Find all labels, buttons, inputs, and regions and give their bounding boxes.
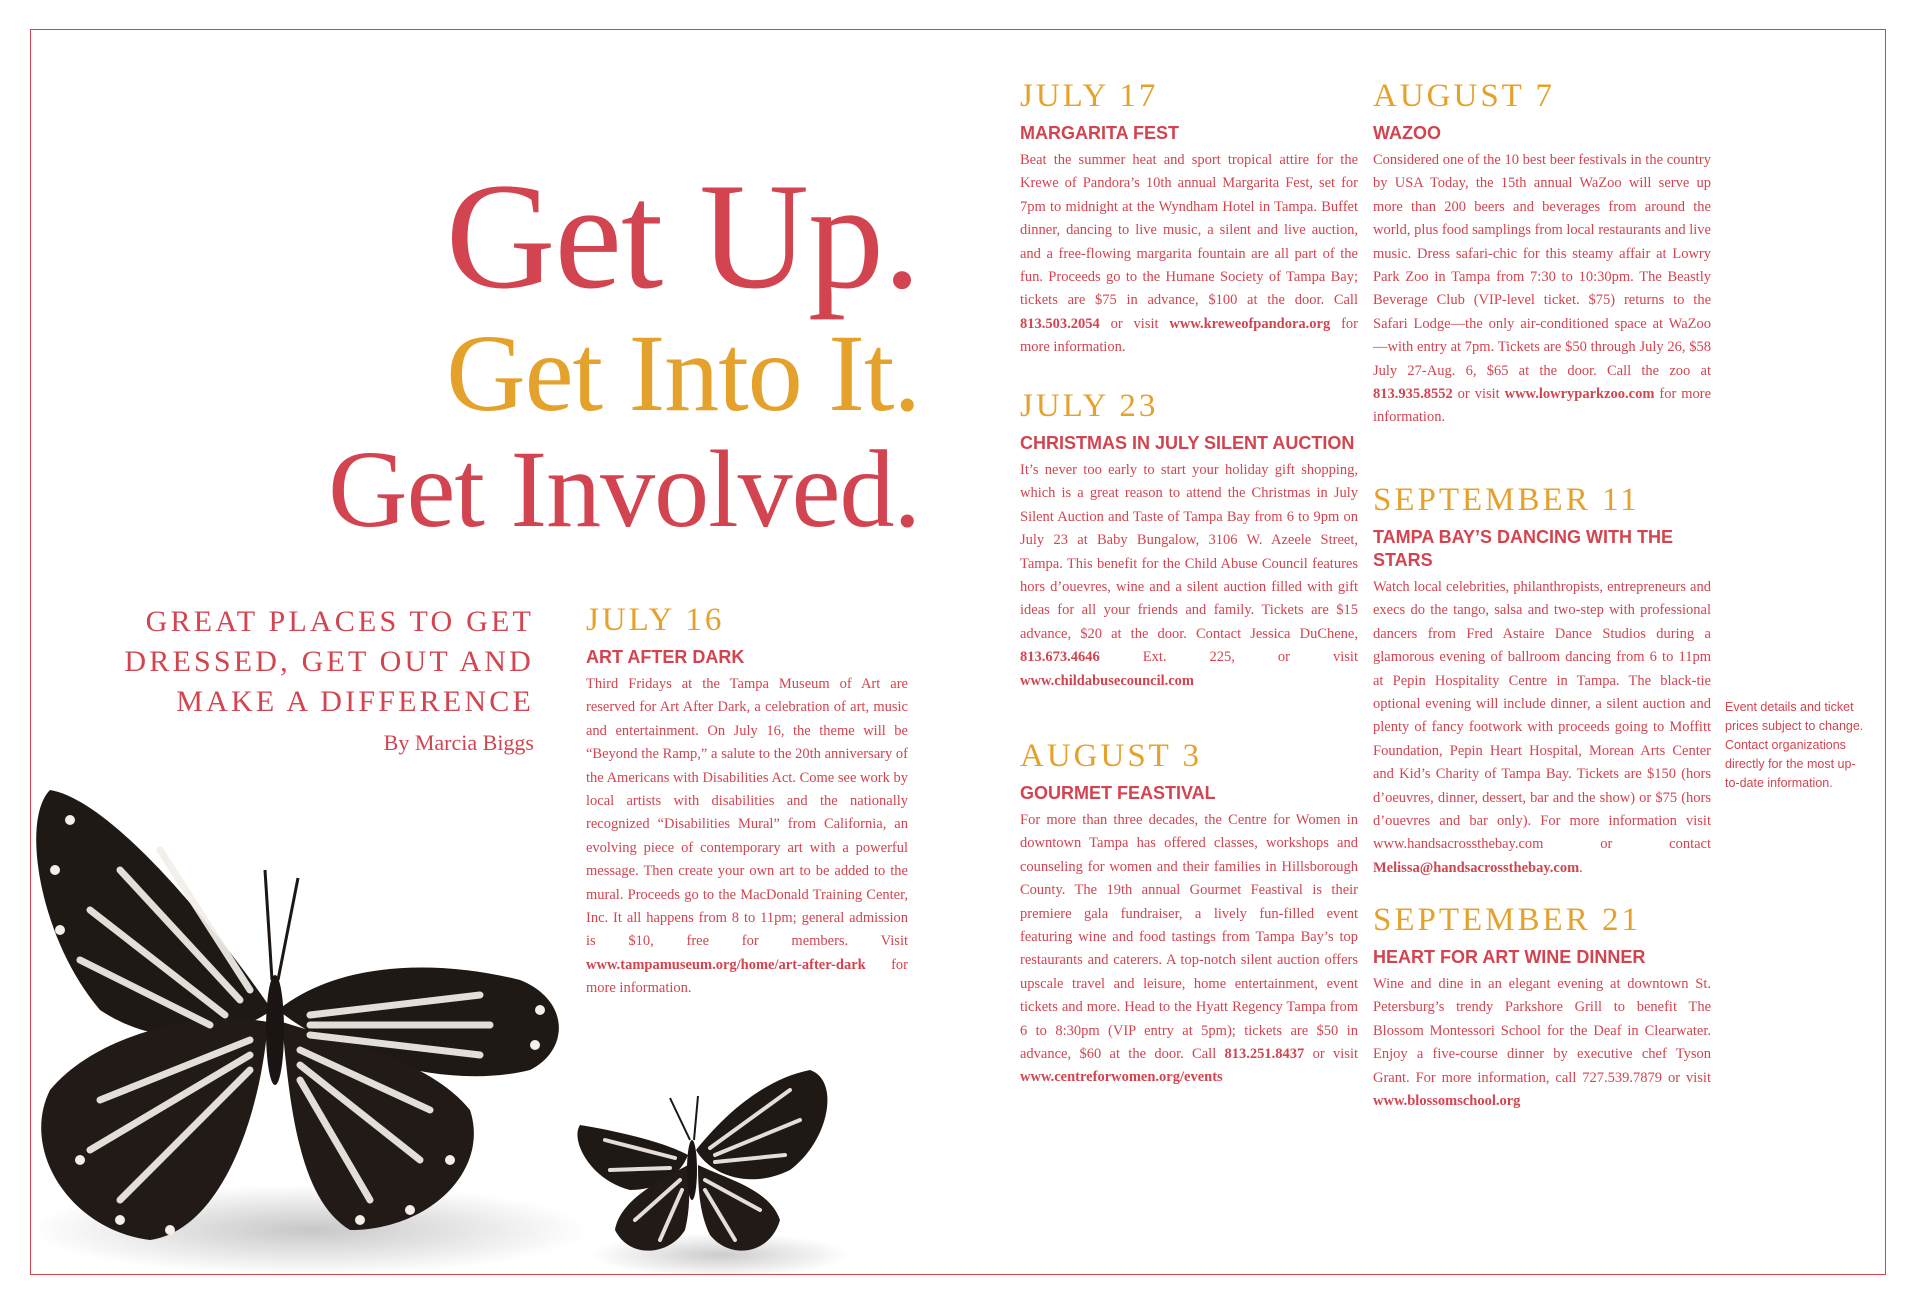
event-body	[1373, 149, 1711, 430]
headline-get-involved: Get Involved.	[328, 428, 920, 550]
event-text: It’s never too early to start your holiday gift shopping, which is a great reason to attend the Christmas in July Silent Auction and Taste of Tampa Bay from 6 to 9pm on July 23 at Baby Bungalow, 3106 W. Azeele Street, Tampa. This benefit for the Child Abuse Council features hors d’ouevres, wine and a silent auction filled with gift ideas for all your friends and family. Tickets are $15 advance, $20 at the door. Contact Jessica DuChene,	[1020, 462, 1358, 642]
event-body	[1373, 973, 1711, 1113]
event-contact-text: www.lowryparkzoo.com	[1504, 386, 1655, 403]
event-title: MARGARITA FEST	[1020, 123, 1179, 143]
event-date: JULY 23	[1020, 388, 1159, 424]
event-text: or visit	[1452, 386, 1505, 403]
event-july-16	[586, 600, 908, 1001]
event-date: SEPTEMBER 11	[1373, 482, 1640, 518]
byline: By Marcia Biggs	[383, 730, 534, 755]
event-august-3	[1020, 736, 1358, 1090]
event-date: JULY 17	[1020, 78, 1159, 114]
event-text: Watch local celebrities, philanthropists, entrepreneurs and execs do the tango, salsa and two-step with professional dancers from Fred Astaire Dance Studios during a glamorous evening of ballroom dancing from 6 to 11pm at Pepin Hospitality Centre in Tampa. The black-tie optional evening will include dinner, a silent auction and plenty of fancy footwork with proceeds going to Moffitt Foundation, Pepin Heart Hospital, Morean Arts Center and Kid’s Charity of Tampa Bay. Tickets are $150 (hors d’oeuvres, dinner, dessert, bar and the show) or $75 (hors d’ouevres and bar only). For more information visit www.handsacrossthebay.com or contact	[1373, 579, 1711, 853]
body	[266, 975, 284, 1085]
event-text: For more than three decades, the Centre for Women in downtown Tampa has offered classes, workshops and counseling for women and their families in Hillsborough County. The 19th annual Gourmet Feastival is their premiere gala fundraiser, a lively fun-filled event featuring wine and food tastings from Tampa Bay’s top restaurants and caterers. A top-notch silent auction offers upscale travel and leisure, home entertainment, event tickets and more. Head to the Hyatt Regency Tampa from 6 to 8:30pm (VIP entry at 5pm); tickets are $50 in advance, $60 at the door. Call	[1020, 812, 1358, 1063]
event-text: .	[1579, 859, 1583, 876]
event-title: CHRISTMAS IN JULY SILENT AUCTION	[1020, 433, 1355, 453]
disclaimer-note: Event details and ticket prices subject to change. Contact organizations directly for the most up-to-date information.	[1725, 700, 1864, 790]
event-september-21	[1373, 900, 1711, 1113]
event-july-23	[1020, 386, 1358, 693]
event-body	[586, 673, 908, 1001]
body	[687, 1140, 697, 1200]
event-text: for more information.	[1020, 315, 1358, 356]
subhead-line: GREAT PLACES TO GET	[145, 605, 534, 638]
event-august-7	[1373, 76, 1711, 430]
event-text: or visit	[1304, 1046, 1358, 1063]
event-contact-text: 813.935.8552	[1373, 386, 1453, 403]
butterfly-small-image	[570, 1040, 850, 1280]
event-text: Third Fridays at the Tampa Museum of Art are reserved for Art After Dark, a celebration of art, music and entertainment. On July 16, the theme will be “Beyond the Ramp,” a salute to the 20th anniversary of the Americans with Disabilities Act. Come see work by local artists with disabilities and the nationally recognized “Disabilities Mural” from California, an evolving piece of contemporary art with a powerful message. Then create your own art to be added to the mural. Proceeds go to the MacDonald Training Center, Inc. It all happens from 8 to 11pm; general admission is $10, free for members. Visit	[586, 676, 908, 950]
event-contact-text: 813.673.4646	[1020, 649, 1100, 666]
event-contact-text: www.tampamuseum.org/home/art-after-dark	[586, 956, 866, 973]
event-title: TAMPA BAY’S DANCING WITH THE STARS	[1373, 527, 1673, 570]
headline-get-up: Get Up.	[445, 152, 920, 320]
event-contact-text: www.kreweofpandora.org	[1169, 315, 1331, 332]
event-july-17	[1020, 76, 1358, 360]
event-text: Ext. 225, or visit	[1099, 649, 1358, 666]
event-date: SEPTEMBER 21	[1373, 902, 1641, 938]
subhead-line: MAKE A DIFFERENCE	[176, 685, 534, 718]
subhead-line: DRESSED, GET OUT AND	[124, 645, 534, 678]
event-contact-text: www.childabusecouncil.com	[1020, 672, 1195, 689]
event-title: ART AFTER DARK	[586, 647, 745, 667]
subhead	[90, 602, 534, 722]
event-text: Beat the summer heat and sport tropical attire for the Krewe of Pandora’s 10th annual Margarita Fest, set for 7pm to midnight at the Wyndham Hotel in Tampa. Buffet dinner, dancing to live music, a silent and live auction, and a free-flowing margarita fountain are all part of the fun. Proceeds go to the Humane Society of Tampa Bay; tickets are $75 in advance, $100 at the door. Call	[1020, 152, 1358, 309]
headline	[60, 152, 920, 550]
headline-get-into-it: Get Into It.	[446, 312, 920, 434]
event-text: for more information.	[586, 956, 908, 997]
event-title: WAZOO	[1373, 123, 1441, 143]
event-text: Wine and dine in an elegant evening at downtown St. Petersburg’s trendy Parkshore Grill to benefit The Blossom Montessori School for the Deaf in Clearwater. Enjoy a five-course dinner by executive chef Tyson Grant. For more information, call 727.539.7879 or visit	[1373, 976, 1711, 1086]
event-date: AUGUST 7	[1373, 78, 1555, 114]
butterfly-large-image	[10, 760, 590, 1280]
event-title: GOURMET FEASTIVAL	[1020, 783, 1216, 803]
event-date: AUGUST 3	[1020, 738, 1202, 774]
event-september-11	[1373, 480, 1711, 880]
event-body	[1373, 576, 1711, 880]
event-contact-text: 813.251.8437	[1224, 1046, 1305, 1063]
event-contact-text: www.centreforwomen.org/events	[1020, 1069, 1223, 1086]
event-text: for more information.	[1373, 386, 1712, 426]
event-title: HEART FOR ART WINE DINNER	[1373, 947, 1646, 967]
event-date: JULY 16	[586, 602, 725, 638]
event-body	[1020, 459, 1358, 693]
event-text: or visit	[1099, 315, 1170, 332]
event-body	[1020, 809, 1358, 1090]
event-contact-text: www.blossomschool.org	[1373, 1093, 1521, 1110]
event-contact-text: Melissa@handsacrossthebay.com	[1373, 859, 1580, 876]
event-body	[1020, 149, 1358, 360]
event-contact-text: 813.503.2054	[1020, 315, 1100, 332]
event-text: Considered one of the 10 best beer festivals in the country by USA Today, the 15th annual WaZoo will serve up more than 200 beers and beverages from around the world, plus food samplings from local restaurants and live music. Dress safari-chic for this steamy affair at Lowry Park Zoo in Tampa from 7:30 to 10:30pm. The Beastly Beverage Club (VIP-level ticket. $75) returns to the Safari Lodge—the only air-conditioned space at WaZoo—with entry at 7pm. Tickets are $50 through July 26, $58 July 27-Aug. 6, $65 at the door. Call the zoo at	[1373, 152, 1711, 379]
